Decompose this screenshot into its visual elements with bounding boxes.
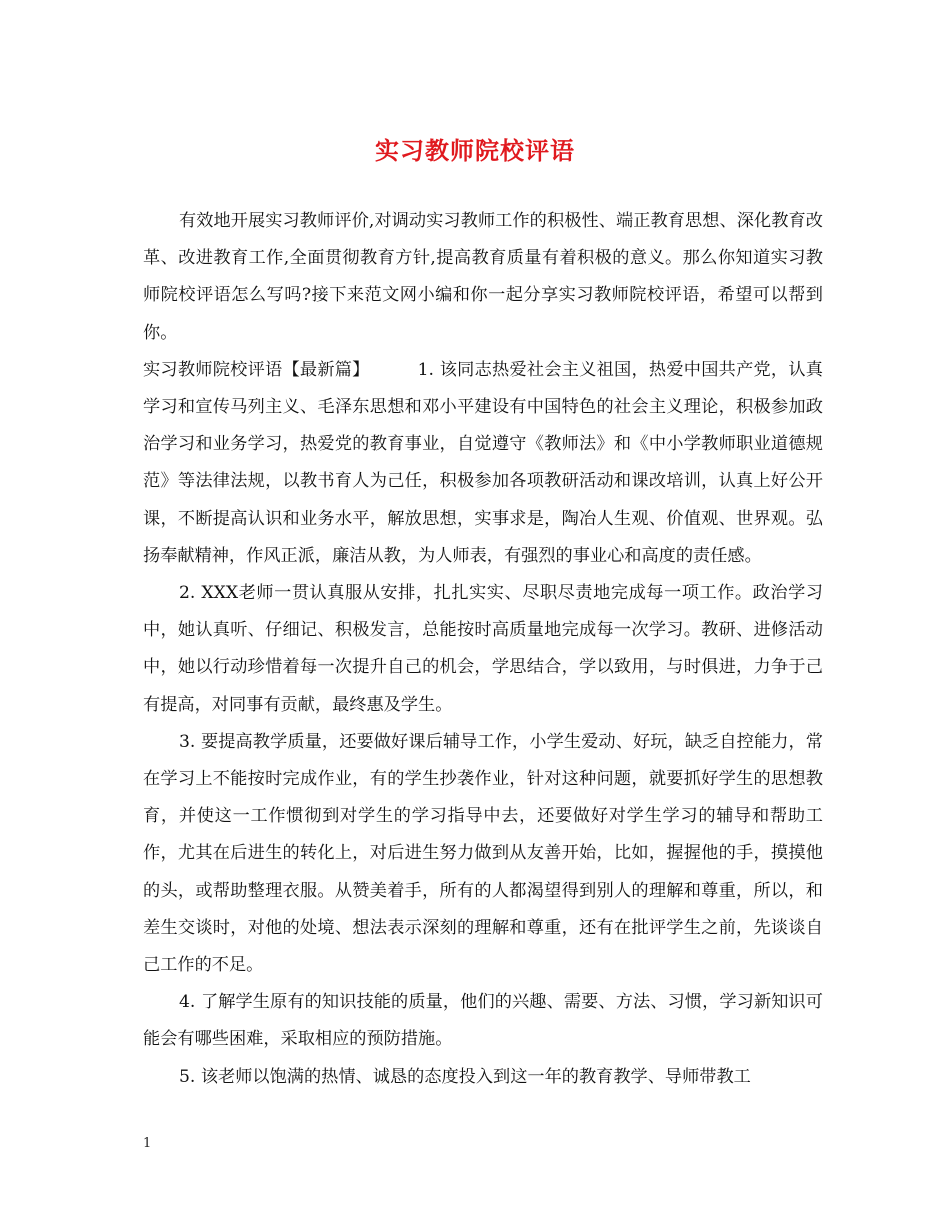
list-item-5: 5. 该老师以饱满的热情、诚恳的态度投入到这一年的教育教学、导师带教工 [179, 1066, 751, 1087]
list-item-4: 4. 了解学生原有的知识技能的质量，他们的兴趣、需要、方法、习惯，学习新知识可能会有哪些困难，采取相应的预防措施。 [143, 992, 823, 1050]
list-item-1: 1. 该同志热爱社会主义祖国，热爱中国共产党，认真学习和宣传马列主义、毛泽东思想和邓小平建设有中国特色的社会主义理论，积极参加政治学习和业务学习，热爱党的教育事业，自觉遵守《教师法》和《中小学教师职业道德规范》等法律法规，以教书育人为己任，积极参加各项教研活动和课改培训，认真上好公开课，不断提高认识和业务水平，解放思想，实事求是，陶冶人生观、价值观、世界观。弘扬奉献精神，作风正派，廉洁从教，为人师表，有强烈的事业心和高度的责任感。 [143, 359, 823, 566]
section-heading: 实习教师院校评语【最新篇】 [143, 359, 370, 380]
document-body [143, 203, 823, 1096]
page-number: 1 [143, 1136, 152, 1151]
list-item-3: 3. 要提高教学质量，还要做好课后辅导工作，小学生爱动、好玩，缺乏自控能力，常在学习上不能按时完成作业，有的学生抄袭作业，针对这种问题，就要抓好学生的思想教育，并使这一工作惯彻到对学生的学习指导中去，还要做好对学生学习的辅导和帮助工作，尤其在后进生的转化上，对后进生努力做到从友善开始，比如，握握他的手，摸摸他的头，或帮助整理衣服。从赞美着手，所有的人都渴望得到别人的理解和尊重，所以，和差生交谈时，对他的处境、想法表示深刻的理解和尊重，还有在批评学生之前，先谈谈自己工作的不足。 [143, 731, 823, 976]
list-item-2: 2. XXX老师一贯认真服从安排，扎扎实实、尽职尽责地完成每一项工作。政治学习中，她认真听、仔细记、积极发言，总能按时高质量地完成每一次学习。教研、进修活动中，她以行动珍惜着每一次提升自己的机会，学思结合，学以致用，与时俱进，力争于己有提高，对同事有贡献，最终惠及学生。 [143, 583, 823, 715]
intro-paragraph: 有效地开展实习教师评价,对调动实习教师工作的积极性、端正教育思想、深化教育改革、改进教育工作,全面贯彻教育方针,提高教育质量有着积极的意义。那么你知道实习教师院校评语怎么写吗?接下来范文网小编和你一起分享实习教师院校评语，希望可以帮到你。 [143, 211, 823, 343]
document-title: 实习教师院校评语 [375, 136, 575, 165]
section-paragraph [143, 352, 823, 575]
